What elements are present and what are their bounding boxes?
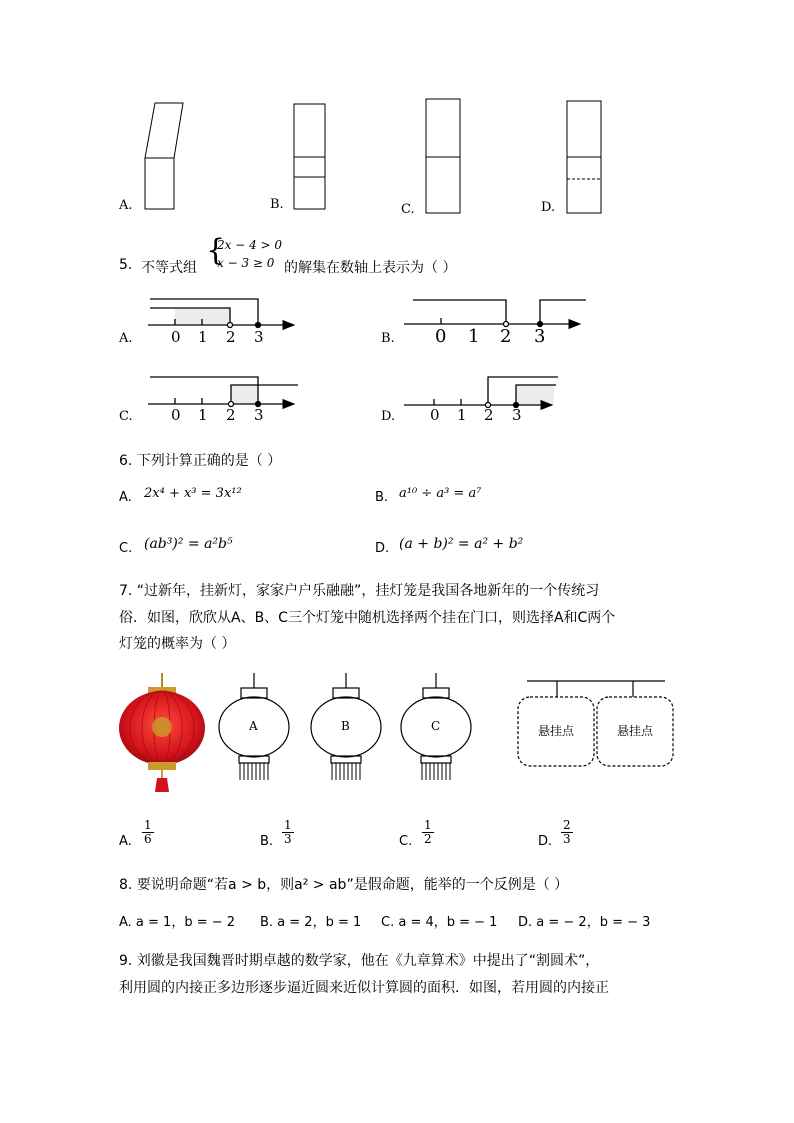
q7-option-a-fraction: $\frac{1}{6}$ [144,818,152,846]
q6-option-a-expr: 2x⁴ + x³ = 3x¹² [144,486,242,501]
q7-option-b-fraction: $\frac{1}{3}$ [284,818,292,846]
q6-option-b-label[interactable]: B. [375,490,389,505]
q5-inequality-1: 2x − 4 > 0 [217,238,283,252]
q6-option-c-label[interactable]: C. [119,541,133,556]
q5-option-d-label[interactable]: D. [381,409,396,424]
q5-d-tick-2: 2 [484,406,494,424]
q8-stem: 8. 要说明命题“若a > b，则a² > ab”是假命题，能举的一个反例是（ ） [119,877,569,893]
q6-option-b-expr: a¹⁰ ÷ a³ = a⁷ [399,486,482,501]
q6-stem: 6. 下列计算正确的是（ ） [119,453,282,469]
q8-option-a[interactable]: A. a = 1，b = − 2 [119,915,236,930]
q5-option-a-label[interactable]: A. [119,331,133,346]
hang-point-1: 悬挂点 [538,724,575,738]
q7-option-d-fraction: $\frac{2}{3}$ [563,818,571,846]
q5-b-tick-1: 1 [468,326,480,347]
q5-option-c-label[interactable]: C. [119,409,133,424]
lantern-b-label: B [341,719,350,733]
q7-option-c-fraction: $\frac{1}{2}$ [424,818,432,846]
q7-option-b-label[interactable]: B. [260,834,274,849]
q5-option-b-label[interactable]: B. [381,331,395,346]
q5-c-tick-0: 0 [171,406,181,424]
q5-b-tick-0: 0 [435,326,447,347]
q7-option-d-label[interactable]: D. [538,834,553,849]
q5-c-tick-1: 1 [198,406,208,424]
q5-d-tick-0: 0 [430,406,440,424]
q4-option-d-label[interactable]: D. [541,200,556,215]
q6-option-d-expr: (a + b)² = a² + b² [399,536,524,552]
q5-a-tick-1: 1 [198,328,208,346]
q7-line-3: 灯笼的概率为（ ） [119,636,236,652]
q5-text-before: 不等式组 [141,260,197,276]
q4-option-c-label[interactable]: C. [401,202,415,217]
q5-a-tick-2: 2 [226,328,236,346]
lantern-a-label: A [249,719,258,733]
q5-number: 5. [119,257,133,273]
q5-c-tick-3: 3 [254,406,264,424]
q5-b-tick-3: 3 [534,326,546,347]
q5-a-tick-3: 3 [254,328,264,346]
lantern-c-label: C [431,719,441,733]
q4-option-a-label[interactable]: A. [119,198,133,213]
q6-option-c-expr: (ab³)² = a²b⁵ [144,536,233,552]
q9-line-2: 利用圆的内接正多边形逐步逼近圆来近似计算圆的面积．如图，若用圆的内接正 [119,980,609,996]
q6-option-d-label[interactable]: D. [375,541,390,556]
q5-brace: { [206,233,226,268]
q7-option-a-label[interactable]: A. [119,834,132,849]
q5-text-after: 的解集在数轴上表示为（ ） [284,260,457,276]
q5-d-tick-1: 1 [457,406,467,424]
q6-option-a-label[interactable]: A. [119,490,132,505]
q5-d-tick-3: 3 [512,406,522,424]
q5-a-tick-0: 0 [171,328,181,346]
q7-line-2: 俗．如图，欣欣从A、B、C三个灯笼中随机选择两个挂在门口，则选择A和C两个 [119,610,616,626]
q4-option-b-label[interactable]: B. [270,197,284,212]
q5-b-tick-2: 2 [500,326,512,347]
q5-inequality-2: x − 3 ≥ 0 [217,256,275,270]
q7-line-1: 7. “过新年，挂新灯，家家户户乐融融”，挂灯笼是我国各地新年的一个传统习 [119,583,600,599]
q5-c-tick-2: 2 [226,406,236,424]
q8-option-c[interactable]: C. a = 4，b = − 1 [381,915,498,930]
q8-option-b[interactable]: B. a = 2，b = 1 [260,915,362,930]
hang-point-2: 悬挂点 [617,724,654,738]
q8-option-d[interactable]: D. a = − 2，b = − 3 [518,915,651,930]
q9-line-1: 9. 刘徽是我国魏晋时期卓越的数学家，他在《九章算术》中提出了“割圆术”， [119,953,600,969]
q7-option-c-label[interactable]: C. [399,834,413,849]
